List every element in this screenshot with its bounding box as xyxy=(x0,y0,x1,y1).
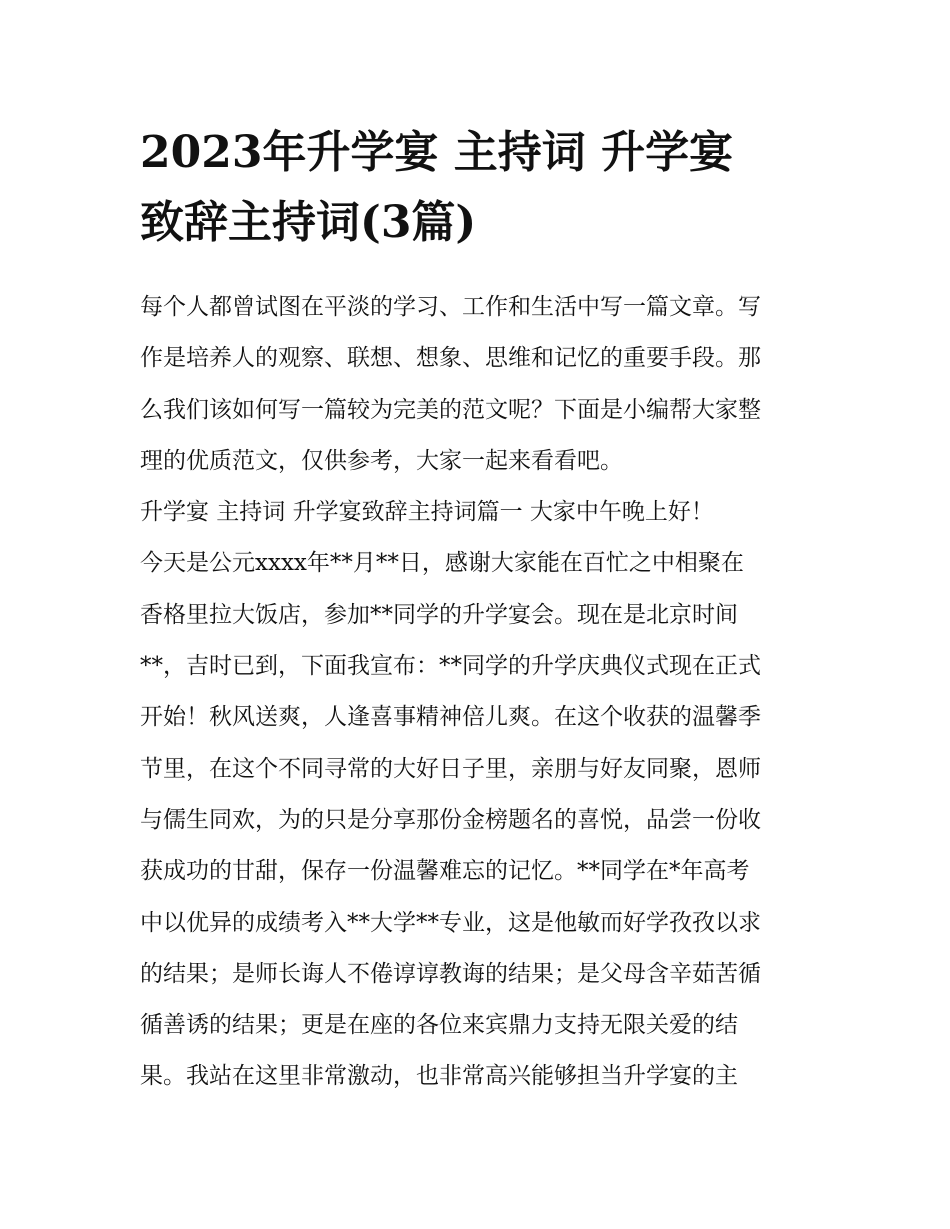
document-title xyxy=(140,118,820,258)
body-line-1: 每个人都曾试图在平淡的学习、工作和生活中写一篇文章。写 xyxy=(140,294,761,320)
body-line-15: 循善诱的结果；更是在座的各位来宾鼎力支持无限关爱的结 xyxy=(140,1012,738,1039)
body-line-8: **，吉时已到，下面我宣布：**同学的升学庆典仪式现在正式 xyxy=(140,653,761,680)
body-line-12: 获成功的甘甜，保存一份温馨难忘的记忆。**同学在*年高考 xyxy=(140,858,750,885)
body-line-11: 与儒生同欢，为的只是分享那份金榜题名的喜悦，品尝一份收 xyxy=(140,806,761,833)
body-line-4: 理的优质范文，仅供参考，大家一起来看看吧。 xyxy=(140,447,623,474)
body-line-2: 作是培养人的观察、联想、想象、思维和记忆的重要手段。那 xyxy=(140,345,761,372)
body-line-7: 香格里拉大饭店，参加**同学的升学宴会。现在是北京时间 xyxy=(140,601,738,628)
body-line-3: 么我们该如何写一篇较为完美的范文呢？下面是小编帮大家整 xyxy=(140,396,761,423)
body-line-16: 果。我站在这里非常激动，也非常高兴能够担当升学宴的主 xyxy=(140,1063,738,1090)
title-line-1: 2023年升学宴 主持词 升学宴 xyxy=(140,127,734,178)
body-line-6: 今天是公元xxxx年**月**日，感谢大家能在百忙之中相聚在 xyxy=(140,550,744,577)
body-line-13: 中以优异的成绩考入**大学**专业，这是他敏而好学孜孜以求 xyxy=(140,909,761,936)
body-line-9: 开始！秋风送爽，人逢喜事精神倍儿爽。在这个收获的温馨季 xyxy=(140,704,761,731)
body-line-5: 升学宴 主持词 升学宴致辞主持词篇一 大家中午晚上好！ xyxy=(140,499,714,526)
title-line-2: 致辞主持词(3篇) xyxy=(140,197,477,248)
body-line-14: 的结果；是师长诲人不倦谆谆教诲的结果；是父母含辛茹苦循 xyxy=(140,960,761,987)
document-body xyxy=(140,282,818,1103)
body-line-10: 节里，在这个不同寻常的大好日子里，亲朋与好友同聚，恩师 xyxy=(140,755,761,782)
